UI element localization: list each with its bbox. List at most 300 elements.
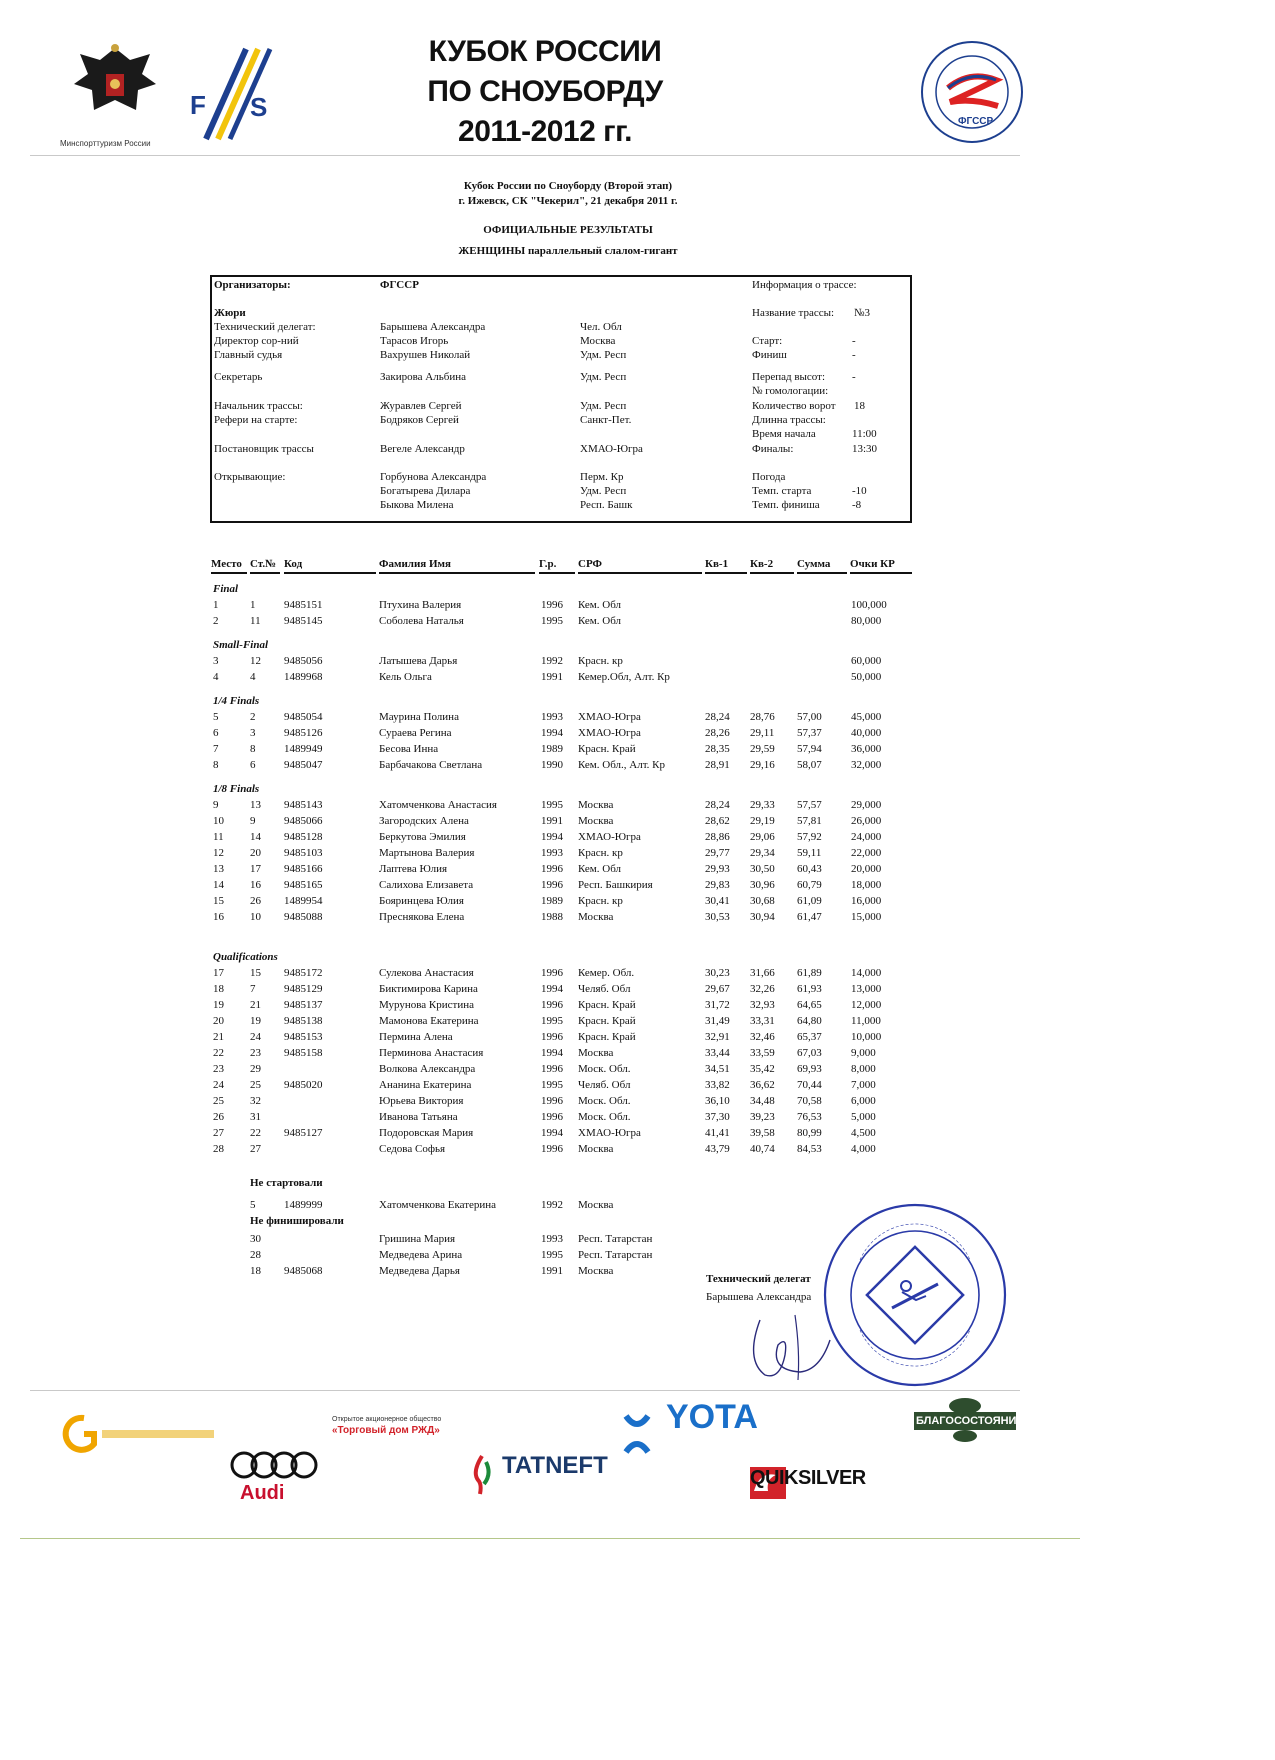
cell-year: 1991: [541, 815, 563, 827]
cell-bib: 15: [250, 967, 261, 979]
cell-points: 18,000: [851, 879, 882, 891]
cell-points: 60,000: [851, 655, 882, 667]
cell-run2: 36,62: [750, 1079, 775, 1091]
ministry-logo: [60, 40, 170, 150]
cell-place: 25: [213, 1095, 224, 1107]
col-header-bib: Ст.№: [250, 558, 280, 574]
cell-place: 13: [213, 863, 224, 875]
cell-points: 15,000: [851, 911, 882, 923]
cell-sum: 65,37: [797, 1031, 822, 1043]
cell-run2: 34,48: [750, 1095, 775, 1107]
cell-run1: 28,62: [705, 815, 730, 827]
cell-region: Респ. Башкирия: [578, 879, 653, 891]
cell-code: 9485153: [284, 1031, 323, 1043]
cell-points: 16,000: [851, 895, 882, 907]
cell-region: Кем. Обл: [578, 863, 622, 875]
cell-year: 1996: [541, 599, 563, 611]
cell-run2: 29,06: [750, 831, 775, 843]
cell-name: Маурина Полина: [379, 711, 459, 723]
cell-place: 5: [213, 711, 219, 723]
section-title: Final: [213, 583, 239, 595]
cell-run1: 30,53: [705, 911, 730, 923]
cell-bib: 4: [250, 671, 256, 683]
cell-name: Волкова Александра: [379, 1063, 476, 1075]
cell-code: 1489999: [284, 1199, 323, 1211]
cell-place: 10: [213, 815, 224, 827]
cell-code: 9485145: [284, 615, 323, 627]
signature-name: Барышева Александра: [706, 1291, 812, 1303]
cell-run1: 29,93: [705, 863, 730, 875]
col-header-code: Код: [284, 558, 376, 574]
cell-code: 9485068: [284, 1265, 323, 1277]
cell-points: 24,000: [851, 831, 882, 843]
cell-region: Респ. Татарстан: [578, 1233, 653, 1245]
organizers-label: Организаторы:: [214, 279, 291, 291]
cell-run1: 33,82: [705, 1079, 730, 1091]
cell-region: ХМАО-Югра: [578, 831, 641, 843]
cell-points: 40,000: [851, 727, 882, 739]
cell-run2: 29,59: [750, 743, 775, 755]
cell-points: 32,000: [851, 759, 882, 771]
cell-year: 1996: [541, 863, 563, 875]
cell-code: 9485128: [284, 831, 323, 843]
cell-place: 27: [213, 1127, 224, 1139]
cell-name: Подоровская Мария: [379, 1127, 474, 1139]
cell-place: 21: [213, 1031, 224, 1043]
cell-points: 12,000: [851, 999, 882, 1011]
audi-text: Audi: [240, 1482, 285, 1504]
cell-points: 4,000: [851, 1143, 876, 1155]
cell-year: 1996: [541, 1063, 563, 1075]
cell-run2: 28,76: [750, 711, 775, 723]
cell-place: 24: [213, 1079, 224, 1091]
col-header-region: СРФ: [578, 558, 702, 574]
cell-year: 1990: [541, 759, 563, 771]
tatneft-logo: [470, 1451, 608, 1498]
cell-year: 1989: [541, 743, 563, 755]
cell-bib: 8: [250, 743, 256, 755]
cell-code: 9485151: [284, 599, 323, 611]
cell-points: 9,000: [851, 1047, 876, 1059]
cell-name: Пермина Алена: [379, 1031, 453, 1043]
cell-year: 1994: [541, 1127, 563, 1139]
cell-code: 9485137: [284, 999, 323, 1011]
cell-run2: 39,23: [750, 1111, 775, 1123]
svg-text:F: F: [190, 90, 206, 120]
course-info-label: Информация о трассе:: [752, 279, 857, 291]
yota-icon: [620, 1412, 654, 1456]
bottom-rule: [20, 1538, 1080, 1539]
footer-divider: [30, 1390, 1020, 1391]
cell-run2: 33,31: [750, 1015, 775, 1027]
cell-place: 8: [213, 759, 219, 771]
cell-run1: 32,91: [705, 1031, 730, 1043]
cell-bib: 5: [250, 1199, 256, 1211]
section-title: 1/4 Finals: [213, 695, 260, 707]
cell-region: Москва: [578, 1199, 614, 1211]
discipline-title: [0, 245, 1136, 257]
cell-sum: 57,92: [797, 831, 822, 843]
cell-code: 1489968: [284, 671, 323, 683]
quiksilver-text: QUIKSILVER: [750, 1467, 866, 1489]
tatneft-text: TATNEFT: [502, 1451, 608, 1479]
cell-year: 1995: [541, 799, 563, 811]
cell-run1: 41,41: [705, 1127, 730, 1139]
cell-bib: 18: [250, 1265, 261, 1277]
cell-region: Кемер.Обл, Алт. Кр: [578, 671, 670, 683]
cell-region: Красн. кр: [578, 847, 623, 859]
cell-run2: 33,59: [750, 1047, 775, 1059]
cell-sum: 60,43: [797, 863, 822, 875]
cell-bib: 31: [250, 1111, 261, 1123]
cell-run1: 28,91: [705, 759, 730, 771]
cell-bib: 23: [250, 1047, 261, 1059]
title-line-1: КУБОК РОССИИ: [428, 35, 662, 68]
cell-run2: 30,94: [750, 911, 775, 923]
cell-points: 100,000: [851, 599, 887, 611]
cell-year: 1994: [541, 727, 563, 739]
cell-region: Красн. Край: [578, 743, 636, 755]
col-header-name: Фамилия Имя: [379, 558, 535, 574]
section-title: 1/8 Finals: [213, 783, 260, 795]
section-title: Small-Final: [213, 639, 269, 651]
cell-place: 22: [213, 1047, 224, 1059]
cell-points: 22,000: [851, 847, 882, 859]
cell-place: 12: [213, 847, 224, 859]
cell-sum: 57,37: [797, 727, 822, 739]
cell-region: ХМАО-Югра: [578, 727, 641, 739]
cell-bib: 26: [250, 895, 261, 907]
svg-text:ФГССР: ФГССР: [958, 116, 994, 127]
cell-points: 45,000: [851, 711, 882, 723]
col-header-points: Очки КР: [850, 558, 912, 574]
cell-run2: 29,33: [750, 799, 775, 811]
cell-year: 1991: [541, 671, 563, 683]
cell-bib: 13: [250, 799, 261, 811]
cell-place: 26: [213, 1111, 224, 1123]
federation-logo: [920, 40, 1024, 144]
cell-region: Моск. Обл.: [578, 1111, 631, 1123]
cell-sum: 57,57: [797, 799, 822, 811]
cell-year: 1993: [541, 1233, 563, 1245]
cell-run1: 34,51: [705, 1063, 730, 1075]
cell-place: 14: [213, 879, 224, 891]
cell-region: Красн. кр: [578, 895, 623, 907]
cell-year: 1994: [541, 831, 563, 843]
cell-region: ХМАО-Югра: [578, 711, 641, 723]
cell-run2: 29,16: [750, 759, 775, 771]
cell-place: 19: [213, 999, 224, 1011]
cell-code: 9485066: [284, 815, 323, 827]
cell-bib: 2: [250, 711, 256, 723]
cell-name: Бесова Инна: [379, 743, 439, 755]
cell-points: 11,000: [851, 1015, 881, 1027]
cell-year: 1991: [541, 1265, 563, 1277]
svg-text:S: S: [250, 92, 268, 122]
cell-bib: 27: [250, 1143, 261, 1155]
cell-run2: 31,66: [750, 967, 775, 979]
cell-region: Моск. Обл.: [578, 1095, 631, 1107]
cell-run1: 31,49: [705, 1015, 730, 1027]
cell-region: Кем. Обл: [578, 615, 622, 627]
cell-bib: 29: [250, 1063, 261, 1075]
cell-name: Латышева Дарья: [379, 655, 458, 667]
audi-logo: [228, 1450, 320, 1508]
col-header-sum: Сумма: [797, 558, 847, 574]
cell-place: 9: [213, 799, 219, 811]
cell-place: 2: [213, 615, 219, 627]
col-header-year: Г.р.: [539, 558, 575, 574]
title-line-2: ПО СНОУБОРДУ: [427, 75, 663, 108]
cell-name: Седова Софья: [379, 1143, 446, 1155]
cell-code: 9485126: [284, 727, 323, 739]
yota-text: YOTA: [666, 1398, 758, 1436]
cell-name: Хатомченкова Анастасия: [379, 799, 497, 811]
cell-sum: 67,03: [797, 1047, 822, 1059]
cell-bib: 24: [250, 1031, 261, 1043]
cell-name: Ананина Екатерина: [379, 1079, 472, 1091]
cell-bib: 7: [250, 983, 256, 995]
cell-run1: 30,23: [705, 967, 730, 979]
cell-bib: 22: [250, 1127, 261, 1139]
section-title: Qualifications: [213, 951, 278, 963]
cell-code: 1489954: [284, 895, 323, 907]
cell-place: 16: [213, 911, 224, 923]
cell-region: Красн. Край: [578, 999, 636, 1011]
cell-sum: 69,93: [797, 1063, 822, 1075]
cell-name: Сулекова Анастасия: [379, 967, 474, 979]
quiksilver-logo: [750, 1467, 866, 1503]
cell-code: 9485166: [284, 863, 323, 875]
cell-sum: 61,09: [797, 895, 822, 907]
cell-sum: 61,89: [797, 967, 822, 979]
cell-run2: 29,19: [750, 815, 775, 827]
cell-place: 20: [213, 1015, 224, 1027]
cell-region: Красн. Край: [578, 1031, 636, 1043]
cell-sum: 76,53: [797, 1111, 822, 1123]
cell-year: 1994: [541, 1047, 563, 1059]
cell-region: Красн. Край: [578, 1015, 636, 1027]
discipline-gender: ЖЕНЩИНЫ: [458, 245, 526, 257]
cell-year: 1996: [541, 879, 563, 891]
cell-year: 1995: [541, 615, 563, 627]
cell-sum: 61,93: [797, 983, 822, 995]
results-title: ОФИЦИАЛЬНЫЕ РЕЗУЛЬТАТЫ: [483, 224, 653, 236]
sponsor-logo-gold: [58, 1412, 218, 1454]
cell-points: 20,000: [851, 863, 882, 875]
cell-region: ХМАО-Югра: [578, 1127, 641, 1139]
cell-run1: 33,44: [705, 1047, 730, 1059]
cell-sum: 58,07: [797, 759, 822, 771]
coat-of-arms-icon: [60, 40, 170, 130]
cell-code: 9485020: [284, 1079, 323, 1091]
cell-region: Моск. Обл.: [578, 1063, 631, 1075]
col-header-run1: Кв-1: [705, 558, 747, 574]
cell-run1: 28,86: [705, 831, 730, 843]
cell-region: Кем. Обл: [578, 599, 622, 611]
cell-run2: 32,93: [750, 999, 775, 1011]
cell-year: 1996: [541, 1143, 563, 1155]
cell-sum: 57,00: [797, 711, 822, 723]
official-stamp: [820, 1200, 1010, 1390]
cell-code: 1489949: [284, 743, 323, 755]
cell-place: 15: [213, 895, 224, 907]
col-header-run2: Кв-2: [750, 558, 794, 574]
blago-logo: [912, 1396, 1024, 1444]
cell-bib: 19: [250, 1015, 261, 1027]
cell-name: Медведева Дарья: [379, 1265, 460, 1277]
cell-name: Преснякова Елена: [379, 911, 465, 923]
rzd-logo-text: «Торговый дом РЖД»: [332, 1425, 440, 1436]
rzd-caption: Открытое акционерное общество: [332, 1416, 442, 1423]
cell-run1: 31,72: [705, 999, 730, 1011]
cell-bib: 6: [250, 759, 256, 771]
yota-logo: [620, 1398, 758, 1452]
cell-bib: 28: [250, 1249, 261, 1261]
cell-run1: 29,83: [705, 879, 730, 891]
cell-code: 9485165: [284, 879, 323, 891]
header-divider: [30, 155, 1020, 156]
cell-place: 6: [213, 727, 219, 739]
cell-year: 1995: [541, 1015, 563, 1027]
cell-place: 18: [213, 983, 224, 995]
cell-year: 1996: [541, 1111, 563, 1123]
cell-run1: 28,24: [705, 711, 730, 723]
cell-points: 7,000: [851, 1079, 876, 1091]
cell-sum: 59,11: [797, 847, 822, 859]
cell-points: 14,000: [851, 967, 882, 979]
cell-place: 3: [213, 655, 219, 667]
cell-points: 36,000: [851, 743, 882, 755]
cell-run2: 32,26: [750, 983, 775, 995]
cell-bib: 1: [250, 599, 256, 611]
cell-code: 9485103: [284, 847, 323, 859]
cell-sum: 80,99: [797, 1127, 822, 1139]
cell-points: 6,000: [851, 1095, 876, 1107]
cell-sum: 70,58: [797, 1095, 822, 1107]
cell-bib: 11: [250, 615, 261, 627]
fis-logo-icon: [188, 44, 283, 144]
cell-region: Москва: [578, 799, 614, 811]
cell-name: Биктимирова Карина: [379, 983, 478, 995]
cell-bib: 25: [250, 1079, 261, 1091]
cell-code: 9485047: [284, 759, 323, 771]
ministry-caption: Минспорттуризм России: [60, 139, 151, 148]
cell-points: 8,000: [851, 1063, 876, 1075]
cell-bib: 9: [250, 815, 256, 827]
cell-name: Загородских Алена: [379, 815, 469, 827]
dnf-title: Не финишировали: [250, 1215, 344, 1227]
event-line-2: г. Ижевск, СК "Чекерил", 21 декабря 2011 г.: [458, 195, 678, 207]
cell-sum: 64,65: [797, 999, 822, 1011]
cell-bib: 3: [250, 727, 256, 739]
blago-text: БЛАГОСОСТОЯНИЕ: [916, 1415, 1024, 1427]
cell-name: Перминова Анастасия: [379, 1047, 484, 1059]
cell-year: 1996: [541, 1031, 563, 1043]
col-header-place: Место: [211, 558, 247, 574]
cell-run1: 37,30: [705, 1111, 730, 1123]
cell-name: Салихова Елизавета: [379, 879, 474, 891]
cell-year: 1989: [541, 895, 563, 907]
cell-place: 11: [213, 831, 224, 843]
cell-points: 13,000: [851, 983, 882, 995]
cell-bib: 16: [250, 879, 261, 891]
cell-year: 1995: [541, 1079, 563, 1091]
cell-name: Бояринцева Юлия: [379, 895, 464, 907]
gold-sponsor-logo-icon: [58, 1412, 218, 1454]
cell-points: 29,000: [851, 799, 882, 811]
cell-name: Мамонова Екатерина: [379, 1015, 479, 1027]
dns-title: Не стартовали: [250, 1177, 323, 1189]
cell-run1: 28,35: [705, 743, 730, 755]
cell-run1: 30,41: [705, 895, 730, 907]
cell-name: Птухина Валерия: [379, 599, 462, 611]
cell-place: 7: [213, 743, 219, 755]
cell-region: Москва: [578, 911, 614, 923]
cell-code: 9485127: [284, 1127, 323, 1139]
cell-run1: 28,24: [705, 799, 730, 811]
cell-name: Соболева Наталья: [379, 615, 464, 627]
cell-name: Мурунова Кристина: [379, 999, 474, 1011]
cell-name: Барбачакова Светлана: [379, 759, 483, 771]
cell-sum: 61,47: [797, 911, 822, 923]
cell-region: Кемер. Обл.: [578, 967, 635, 979]
cell-place: 28: [213, 1143, 224, 1155]
cell-code: 9485158: [284, 1047, 323, 1059]
cell-year: 1988: [541, 911, 563, 923]
cell-name: Беркутова Эмилия: [379, 831, 466, 843]
cell-year: 1994: [541, 983, 563, 995]
organizers-value: ФГССР: [380, 279, 419, 291]
cell-run1: 28,26: [705, 727, 730, 739]
cell-bib: 10: [250, 911, 261, 923]
cell-sum: 60,79: [797, 879, 822, 891]
cell-code: 9485138: [284, 1015, 323, 1027]
title-line-3: 2011-2012 гг.: [458, 115, 632, 148]
cell-sum: 84,53: [797, 1143, 822, 1155]
cell-sum: 64,80: [797, 1015, 822, 1027]
cell-year: 1996: [541, 999, 563, 1011]
cell-year: 1995: [541, 1249, 563, 1261]
cell-points: 26,000: [851, 815, 882, 827]
cell-region: Москва: [578, 1143, 614, 1155]
cell-bib: 30: [250, 1233, 261, 1245]
page-title: [380, 32, 710, 152]
cell-sum: 70,44: [797, 1079, 822, 1091]
cell-code: 9485143: [284, 799, 323, 811]
cell-points: 10,000: [851, 1031, 882, 1043]
cell-name: Мартынова Валерия: [379, 847, 475, 859]
signature-title: Технический делегат: [706, 1273, 811, 1285]
jury-label: Жюри: [214, 307, 246, 319]
cell-name: Кель Ольга: [379, 671, 432, 683]
cell-name: Сураева Регина: [379, 727, 452, 739]
cell-run1: 29,77: [705, 847, 730, 859]
event-line-1: Кубок России по Сноуборду (Второй этап): [463, 180, 673, 192]
cell-year: 1992: [541, 1199, 563, 1211]
cell-name: Лаптева Юлия: [379, 863, 448, 875]
cell-sum: 57,81: [797, 815, 822, 827]
cell-bib: 20: [250, 847, 261, 859]
cell-year: 1992: [541, 655, 563, 667]
cell-code: 9485088: [284, 911, 323, 923]
cell-bib: 21: [250, 999, 261, 1011]
cell-run1: 43,79: [705, 1143, 730, 1155]
cell-run2: 32,46: [750, 1031, 775, 1043]
federation-seal-icon: [920, 40, 1024, 144]
cell-run2: 30,96: [750, 879, 775, 891]
cell-points: 5,000: [851, 1111, 876, 1123]
